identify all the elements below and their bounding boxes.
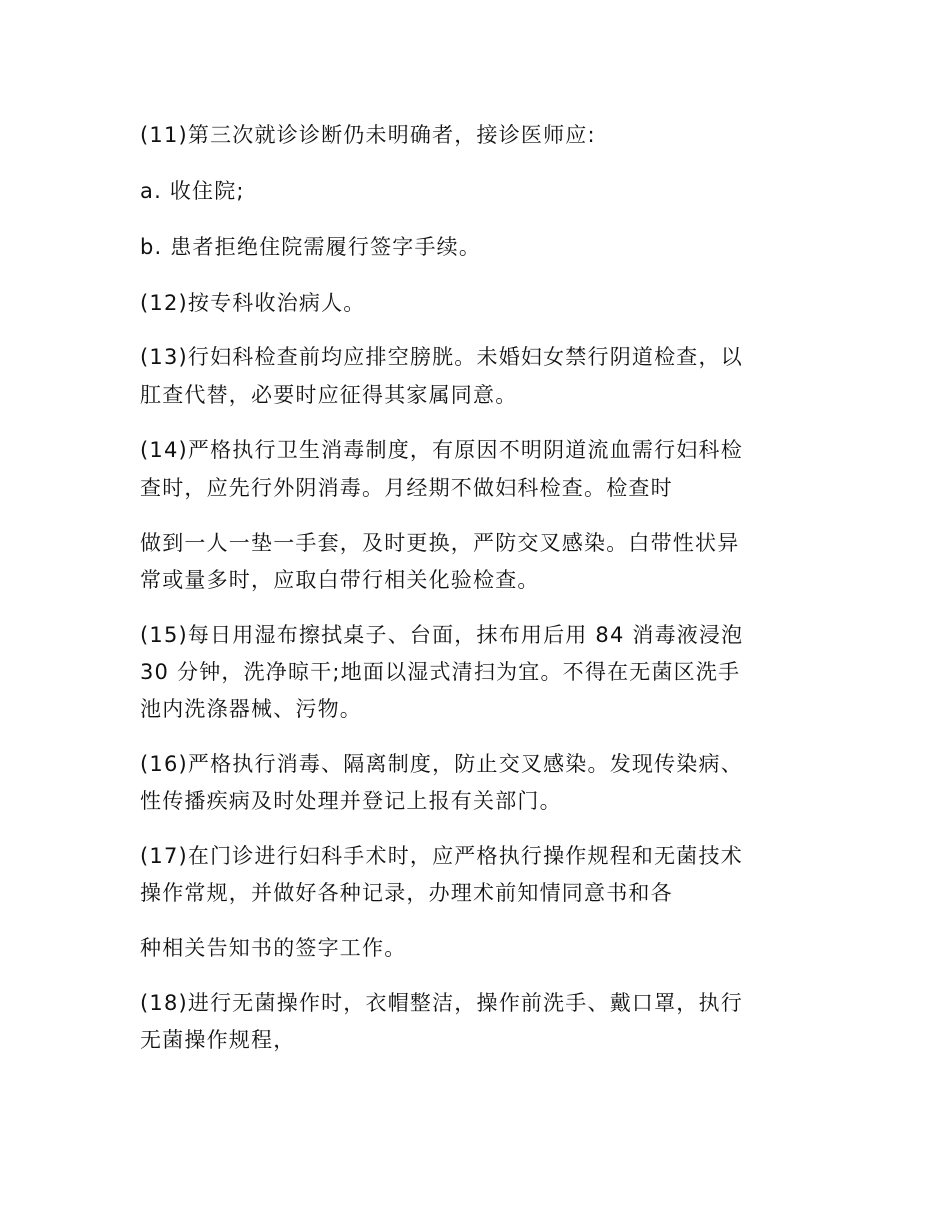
text-line-item-11a: a. 收住院; xyxy=(140,179,245,203)
text-line-item-16-cont: 性传播疾病及时处理并登记上报有关部门。 xyxy=(140,789,562,813)
text-line-item-18-cont: 无菌操作规程， xyxy=(140,1028,296,1052)
text-line-item-13: (13)行妇科检查前均应排空膀胱。未婚妇女禁行阴道检查，以 xyxy=(140,345,743,369)
text-line-item-14: (14)严格执行卫生消毒制度，有原因不明阴道流血需行妇科检 xyxy=(140,438,743,462)
text-line-item-17-cont2: 种相关告知书的签字工作。 xyxy=(140,936,407,960)
text-line-item-15-cont2: 池内洗涤器械、污物。 xyxy=(140,697,362,721)
text-line-item-17: (17)在门诊进行妇科手术时，应严格执行操作规程和无菌技术 xyxy=(140,844,743,868)
text-line-item-18: (18)进行无菌操作时，衣帽整洁，操作前洗手、戴口罩，执行 xyxy=(140,991,743,1015)
text-line-item-11: (11)第三次就诊诊断仍未明确者，接诊医师应: xyxy=(140,123,596,147)
text-line-item-15-cont: 30 分钟，洗净晾干;地面以湿式清扫为宜。不得在无菌区洗手 xyxy=(140,660,741,684)
text-line-item-12: (12)按专科收治病人。 xyxy=(140,291,366,315)
text-line-item-13-cont: 肛查代替，必要时应征得其家属同意。 xyxy=(140,383,518,407)
text-line-item-14-cont: 查时，应先行外阴消毒。月经期不做妇科检查。检查时 xyxy=(140,476,673,500)
text-line-item-16: (16)严格执行消毒、隔离制度，防止交叉感染。发现传染病、 xyxy=(140,752,743,776)
text-line-item-14-cont2: 做到一人一垫一手套，及时更换，严防交叉感染。白带性状异 xyxy=(140,531,740,555)
text-line-item-17-cont: 操作常规，并做好各种记录，办理术前知情同意书和各 xyxy=(140,881,673,905)
text-line-item-14-cont3: 常或量多时，应取白带行相关化验检查。 xyxy=(140,568,540,592)
text-line-item-15: (15)每日用湿布擦拭桌子、台面，抹布用后用 84 消毒液浸泡 xyxy=(140,623,744,647)
text-line-item-11b: b. 患者拒绝住院需履行签字手续。 xyxy=(140,235,482,259)
